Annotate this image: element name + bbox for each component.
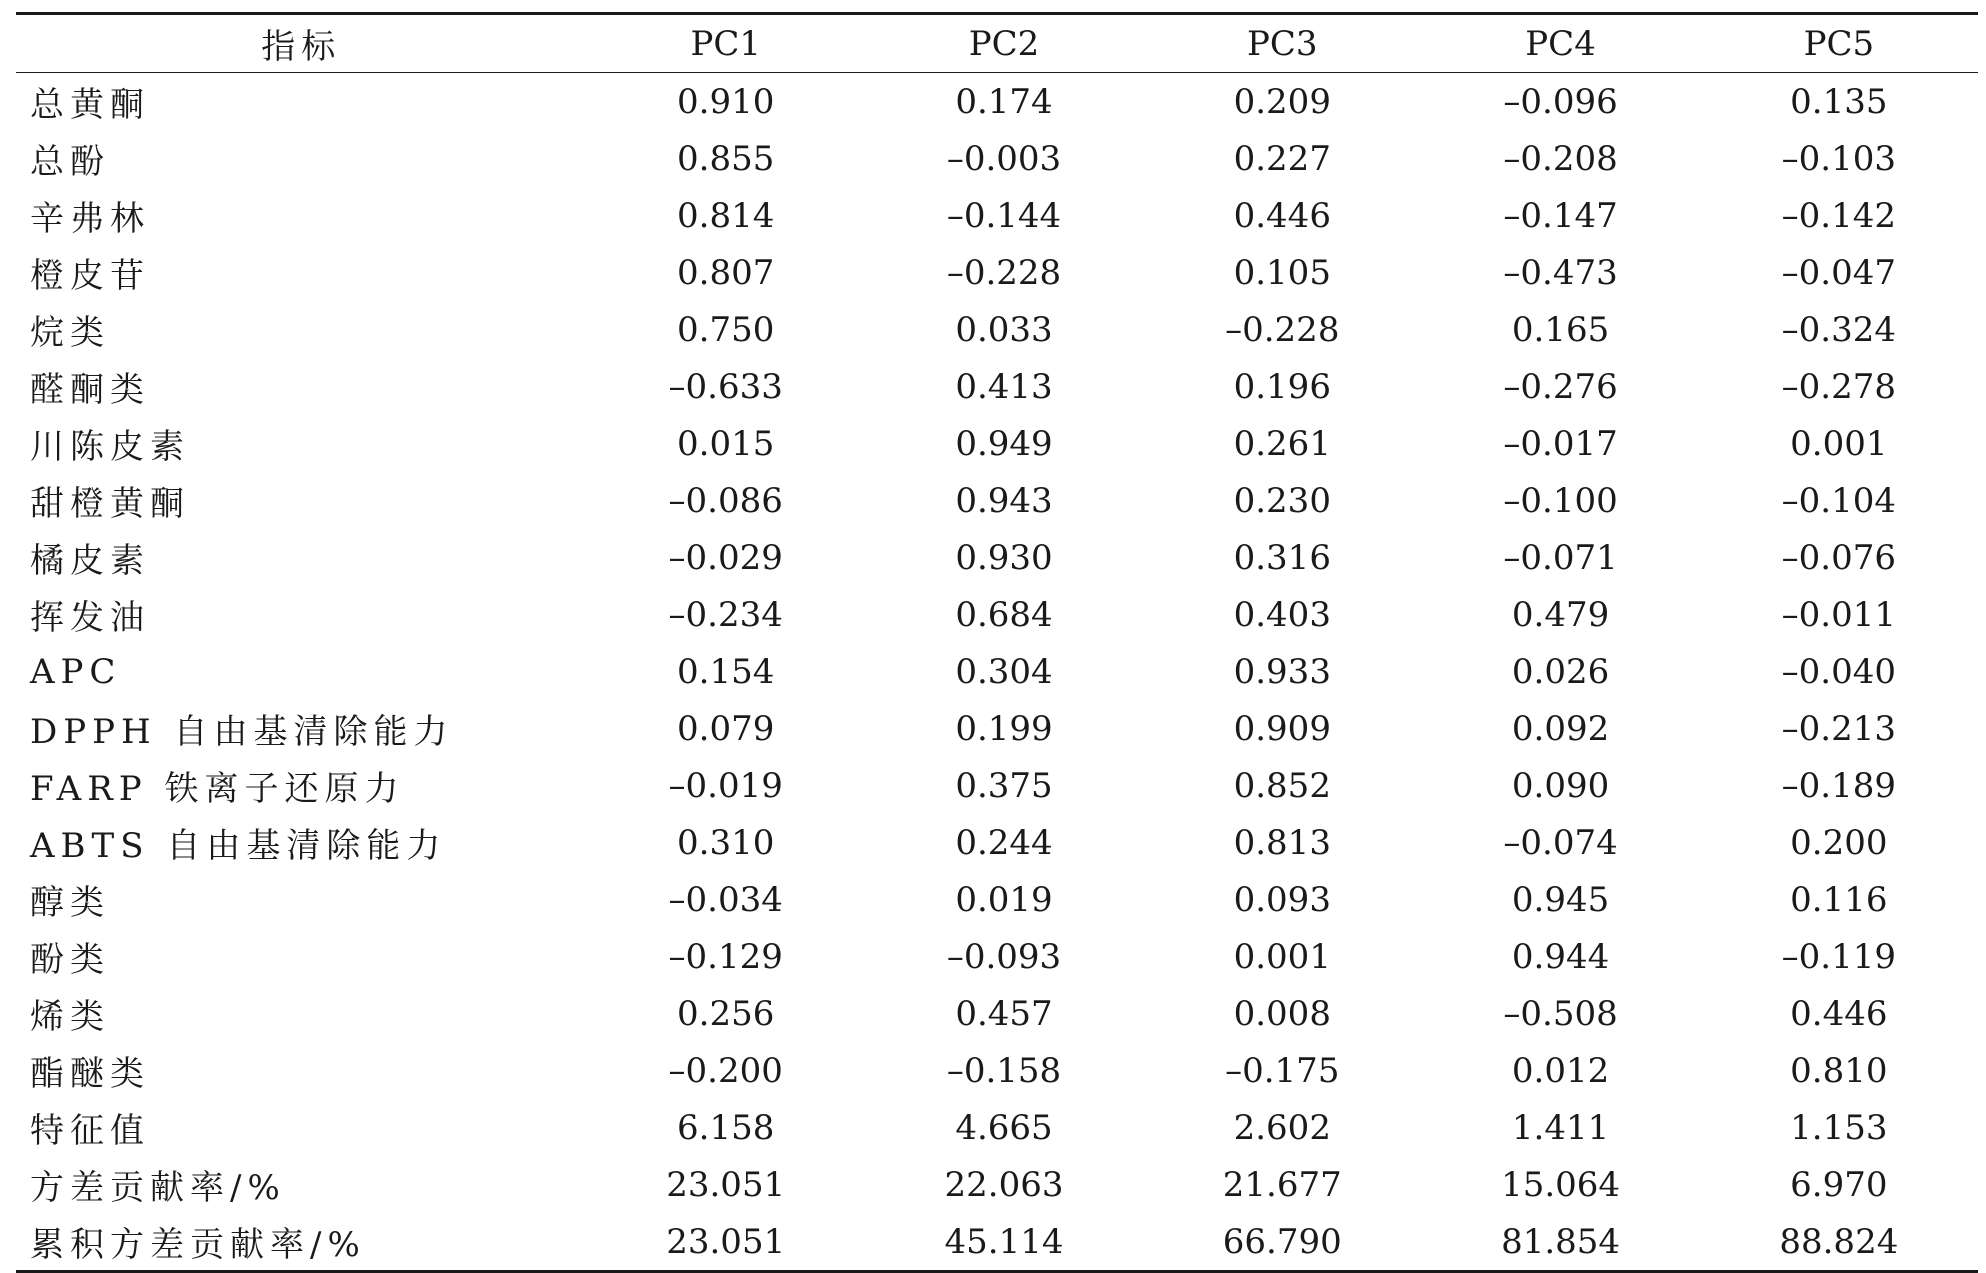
header-pc3: PC3: [1247, 23, 1318, 64]
cell-pc4: –0.508: [1503, 993, 1618, 1034]
cell-pc5: –0.103: [1781, 138, 1897, 179]
table-row: [16, 643, 1978, 700]
row-label: 累积方差贡献率/%: [30, 1225, 366, 1265]
cell-pc2: –0.144: [946, 195, 1062, 236]
cell-pc1: –0.200: [668, 1050, 783, 1091]
table-row: [16, 1213, 1978, 1272]
table-row: [16, 472, 1978, 529]
cell-pc4: –0.096: [1503, 81, 1618, 122]
cell-pc5: 0.116: [1790, 879, 1888, 920]
cell-pc4: –0.208: [1503, 138, 1618, 179]
table-row: [16, 529, 1978, 586]
row-label: 酚类: [30, 940, 110, 980]
cell-pc2: 0.244: [955, 822, 1053, 863]
cell-pc1: 0.015: [677, 423, 775, 464]
row-label: 特征值: [30, 1111, 150, 1151]
cell-pc4: 0.165: [1511, 309, 1610, 350]
cell-pc3: 0.933: [1233, 651, 1331, 692]
cell-pc1: 0.154: [677, 651, 775, 692]
cell-pc3: 0.909: [1233, 708, 1331, 749]
cell-pc3: 0.196: [1233, 366, 1331, 407]
cell-pc2: 0.304: [955, 651, 1053, 692]
cell-pc5: –0.119: [1781, 936, 1897, 977]
cell-pc2: 0.457: [955, 993, 1053, 1034]
cell-pc3: 0.093: [1233, 879, 1331, 920]
row-label: 酯醚类: [30, 1054, 150, 1094]
cell-pc2: 0.684: [955, 594, 1053, 635]
cell-pc1: –0.234: [668, 594, 783, 635]
cell-pc3: 0.316: [1233, 537, 1331, 578]
cell-pc5: –0.142: [1781, 195, 1897, 236]
cell-pc4: –0.074: [1503, 822, 1618, 863]
cell-pc1: 0.910: [677, 81, 775, 122]
row-label: 川陈皮素: [30, 427, 190, 467]
table-row: [16, 244, 1978, 301]
cell-pc5: 6.970: [1790, 1164, 1888, 1205]
cell-pc1: –0.086: [668, 480, 783, 521]
table-row: [16, 301, 1978, 358]
cell-pc3: 0.261: [1233, 423, 1331, 464]
cell-pc4: –0.147: [1503, 195, 1618, 236]
cell-pc3: 0.852: [1233, 765, 1331, 806]
cell-pc3: 21.677: [1222, 1164, 1342, 1205]
cell-pc1: 0.807: [677, 252, 775, 293]
row-label: 挥发油: [30, 598, 150, 638]
cell-pc1: –0.019: [668, 765, 783, 806]
header-pc1: PC1: [690, 23, 761, 64]
cell-pc4: 1.411: [1511, 1107, 1610, 1148]
cell-pc2: 0.033: [955, 309, 1053, 350]
table-row: [16, 700, 1978, 757]
cell-pc1: 0.750: [677, 309, 775, 350]
cell-pc2: 0.413: [955, 366, 1053, 407]
header-indicator: 指标: [261, 27, 342, 67]
cell-pc4: 15.064: [1501, 1164, 1621, 1205]
header-row: [16, 14, 1978, 73]
row-label: FARP 铁离子还原力: [30, 769, 405, 809]
cell-pc1: 23.051: [666, 1221, 786, 1262]
cell-pc5: 0.200: [1790, 822, 1888, 863]
cell-pc3: 0.227: [1233, 138, 1331, 179]
table-row: [16, 1099, 1978, 1156]
cell-pc1: –0.633: [668, 366, 783, 407]
cell-pc1: 0.310: [677, 822, 775, 863]
row-label: 橘皮素: [30, 541, 150, 581]
row-label: 烷类: [30, 313, 110, 353]
cell-pc5: 0.001: [1790, 423, 1888, 464]
cell-pc5: –0.011: [1781, 594, 1897, 635]
cell-pc5: –0.213: [1781, 708, 1897, 749]
table-row: [16, 358, 1978, 415]
cell-pc4: –0.473: [1503, 252, 1618, 293]
pca-loadings-table: [16, 12, 1978, 1273]
cell-pc2: –0.003: [946, 138, 1062, 179]
cell-pc2: 0.199: [955, 708, 1053, 749]
cell-pc1: 0.855: [677, 138, 775, 179]
row-label: ABTS 自由基清除能力: [30, 826, 447, 866]
table-row: [16, 73, 1978, 131]
cell-pc2: –0.093: [946, 936, 1062, 977]
row-label: 甜橙黄酮: [30, 484, 190, 524]
cell-pc3: 66.790: [1222, 1221, 1342, 1262]
table-row: [16, 586, 1978, 643]
cell-pc3: 0.446: [1233, 195, 1331, 236]
cell-pc1: 0.256: [677, 993, 775, 1034]
cell-pc2: 45.114: [944, 1221, 1064, 1262]
cell-pc1: 23.051: [666, 1164, 786, 1205]
cell-pc1: –0.029: [668, 537, 783, 578]
cell-pc5: –0.189: [1781, 765, 1897, 806]
row-label: 总酚: [30, 142, 110, 182]
cell-pc2: 22.063: [944, 1164, 1064, 1205]
header-pc2: PC2: [968, 23, 1040, 64]
row-label: 橙皮苷: [30, 256, 150, 296]
cell-pc4: 0.479: [1511, 594, 1610, 635]
cell-pc2: 4.665: [955, 1107, 1053, 1148]
cell-pc2: –0.158: [946, 1050, 1062, 1091]
cell-pc5: 0.446: [1790, 993, 1888, 1034]
cell-pc3: 0.403: [1233, 594, 1331, 635]
cell-pc5: 0.810: [1790, 1050, 1888, 1091]
cell-pc5: 88.824: [1779, 1221, 1899, 1262]
cell-pc1: 0.079: [677, 708, 775, 749]
cell-pc4: 0.944: [1511, 936, 1610, 977]
cell-pc3: 0.230: [1233, 480, 1331, 521]
cell-pc5: –0.104: [1781, 480, 1897, 521]
cell-pc4: –0.276: [1503, 366, 1618, 407]
table-row: [16, 985, 1978, 1042]
table-row: [16, 757, 1978, 814]
table-row: [16, 415, 1978, 472]
pca-loadings-table-container: [16, 12, 1978, 1273]
row-label: DPPH 自由基清除能力: [30, 712, 454, 752]
cell-pc4: –0.017: [1503, 423, 1618, 464]
cell-pc4: 0.090: [1511, 765, 1610, 806]
cell-pc5: –0.278: [1781, 366, 1897, 407]
cell-pc3: 0.001: [1233, 936, 1331, 977]
cell-pc5: –0.040: [1781, 651, 1897, 692]
cell-pc5: –0.076: [1781, 537, 1897, 578]
cell-pc4: 81.854: [1501, 1221, 1621, 1262]
cell-pc4: 0.026: [1511, 651, 1610, 692]
cell-pc3: 0.008: [1233, 993, 1331, 1034]
cell-pc4: –0.071: [1503, 537, 1618, 578]
cell-pc2: 0.019: [955, 879, 1053, 920]
table-row: [16, 1156, 1978, 1213]
cell-pc5: 0.135: [1790, 81, 1888, 122]
cell-pc1: 6.158: [677, 1107, 775, 1148]
row-label: 方差贡献率/%: [30, 1168, 286, 1208]
cell-pc4: 0.945: [1511, 879, 1610, 920]
cell-pc2: 0.930: [955, 537, 1053, 578]
header-pc4: PC4: [1525, 23, 1596, 64]
cell-pc5: –0.047: [1781, 252, 1897, 293]
table-row: [16, 187, 1978, 244]
cell-pc4: 0.012: [1511, 1050, 1610, 1091]
cell-pc1: –0.129: [668, 936, 783, 977]
header-pc5: PC5: [1803, 23, 1875, 64]
cell-pc2: –0.228: [946, 252, 1062, 293]
cell-pc3: 0.813: [1233, 822, 1331, 863]
cell-pc2: 0.949: [955, 423, 1053, 464]
table-row: [16, 814, 1978, 871]
row-label: 总黄酮: [30, 85, 150, 125]
cell-pc4: –0.100: [1503, 480, 1618, 521]
table-row: [16, 1042, 1978, 1099]
cell-pc5: 1.153: [1790, 1107, 1888, 1148]
cell-pc5: –0.324: [1781, 309, 1897, 350]
cell-pc3: 2.602: [1233, 1107, 1331, 1148]
row-label: APC: [30, 651, 122, 692]
table-row: [16, 130, 1978, 187]
row-label: 辛弗林: [30, 199, 150, 239]
table-body: [16, 73, 1978, 1272]
cell-pc2: 0.174: [955, 81, 1053, 122]
row-label: 烯类: [30, 997, 110, 1037]
table-row: [16, 928, 1978, 985]
cell-pc3: –0.228: [1225, 309, 1340, 350]
cell-pc2: 0.375: [955, 765, 1053, 806]
row-label: 醛酮类: [30, 370, 150, 410]
cell-pc1: 0.814: [677, 195, 775, 236]
cell-pc3: –0.175: [1225, 1050, 1340, 1091]
table-row: [16, 871, 1978, 928]
cell-pc3: 0.209: [1233, 81, 1331, 122]
cell-pc3: 0.105: [1233, 252, 1331, 293]
cell-pc2: 0.943: [955, 480, 1053, 521]
cell-pc1: –0.034: [668, 879, 783, 920]
cell-pc4: 0.092: [1511, 708, 1610, 749]
row-label: 醇类: [30, 883, 110, 923]
